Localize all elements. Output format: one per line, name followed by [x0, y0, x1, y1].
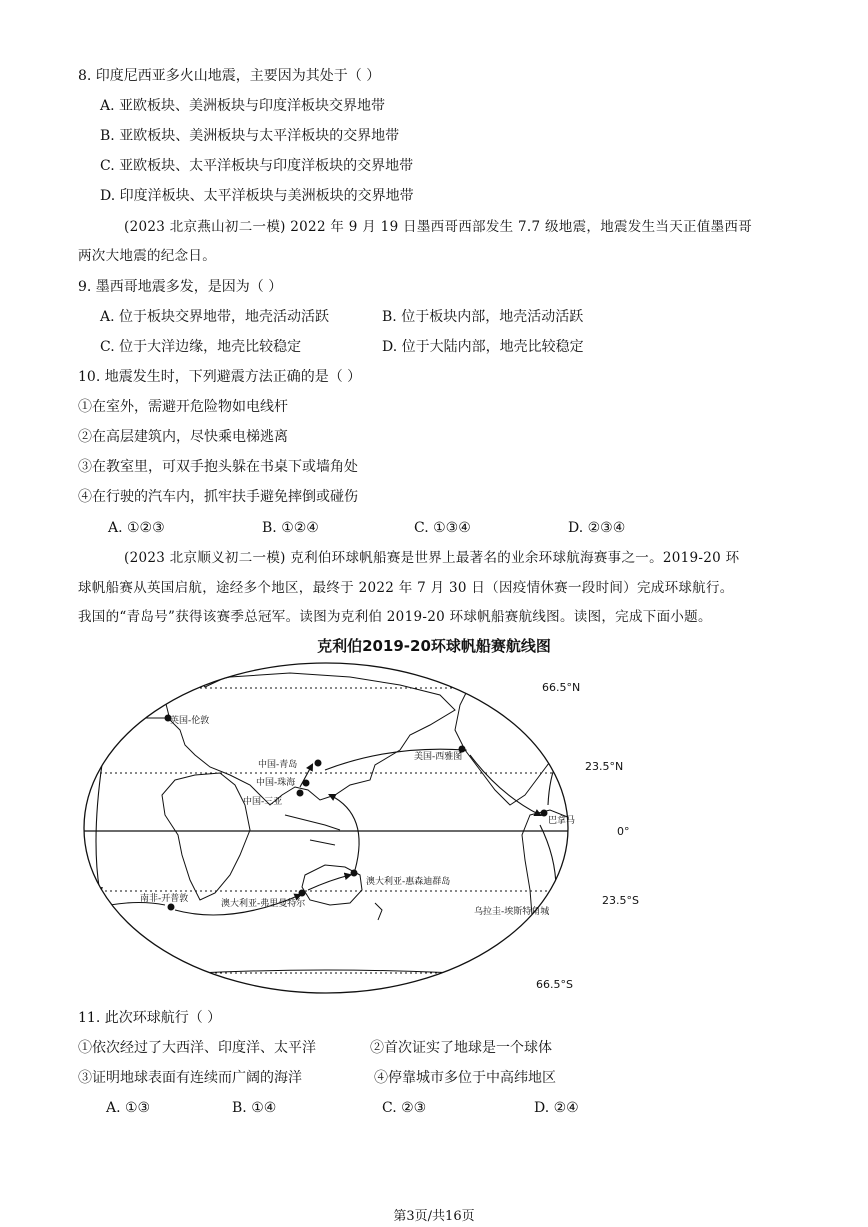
lat-label-23n: 23.5°N: [585, 760, 624, 773]
question-11-option-b: B. ①④: [232, 1100, 277, 1116]
question-8-option-a: A. 亚欧板块、美洲板块与印度洋板块交界地带: [100, 98, 386, 114]
question-11-option-a: A. ①③: [106, 1100, 151, 1116]
label-sanya: 中国-三亚: [243, 797, 283, 807]
port-dot-panama: [541, 810, 548, 817]
question-10-stem: 10. 地震发生时，下列避震方法正确的是（ ）: [78, 369, 362, 385]
label-london: 英国-伦敦: [170, 716, 210, 726]
question-10-statement-1: ①在室外，需避开危险物如电线杆: [78, 399, 288, 415]
port-dot-capetown: [168, 904, 175, 911]
question-9-stem: 9. 墨西哥地震多发，是因为（ ）: [78, 279, 283, 295]
label-punta: 乌拉圭-埃斯特角城: [474, 907, 550, 917]
port-dot-punta: [551, 908, 558, 915]
route-map-svg: [70, 655, 639, 995]
question-11-statement-1: ①依次经过了大西洋、印度洋、太平洋: [78, 1040, 316, 1056]
question-11-statement-3: ③证明地球表面有连续而广阔的海洋: [78, 1070, 302, 1086]
route-punta-east: [558, 890, 573, 910]
passage-intro-2-line-2: 球帆船赛从英国启航，途经多个地区，最终于 2022 年 7 月 30 日（因疫情休赛一段时间）完成环球航行。: [78, 580, 734, 596]
question-11-option-c: C. ②③: [382, 1100, 427, 1116]
continent-outlines: [130, 667, 590, 977]
lat-label-0: 0°: [617, 825, 630, 838]
question-11-statement-4: ④停靠城市多位于中高纬地区: [374, 1070, 556, 1086]
label-qingdao: 中国-青岛: [258, 760, 298, 770]
passage-intro-1-line-2: 两次大地震的纪念日。: [78, 248, 216, 264]
africa-outline: [162, 773, 250, 900]
question-11-option-d: D. ②④: [534, 1100, 579, 1116]
question-8-option-d: D. 印度洋板块、太平洋板块与美洲板块的交界地带: [100, 188, 414, 204]
southeast-asia-islands: [285, 815, 340, 845]
route-fremantle-whitsunday: [308, 875, 350, 890]
question-9-option-a: A. 位于板块交界地带，地壳活动活跃: [100, 309, 330, 325]
label-capetown: 南非-开普敦: [140, 894, 189, 904]
label-whitsunday: 澳大利亚-惠森迪群岛: [366, 877, 451, 887]
passage-intro-2-line-1: (2023 北京顺义初二一模) 克利伯环球帆船赛是世界上最著名的业余环球航海赛事之一。2019-20 环: [124, 550, 740, 566]
lat-label-66s: 66.5°S: [536, 978, 573, 991]
page-footer: 第3页/共16页: [393, 1209, 475, 1224]
lat-label-66n: 66.5°N: [542, 681, 581, 694]
question-9-option-c: C. 位于大洋边缘，地壳比较稳定: [100, 339, 302, 355]
north-america-outline: [455, 677, 585, 805]
label-zhuhai: 中国-珠海: [256, 778, 296, 788]
label-panama: 巴拿马: [548, 816, 576, 826]
question-11-stem: 11. 此次环球航行（ ）: [78, 1010, 222, 1026]
port-dot-fremantle: [299, 890, 306, 897]
question-9-option-d: D. 位于大陆内部，地壳比较稳定: [382, 339, 584, 355]
label-seattle: 美国-西雅图: [414, 752, 463, 762]
question-8-option-c: C. 亚欧板块、太平洋板块与印度洋板块的交界地带: [100, 158, 414, 174]
question-10-option-b: B. ①②④: [262, 520, 319, 536]
new-zealand-outline: [375, 903, 382, 920]
question-10-statement-3: ③在教室里，可双手抱头躲在书桌下或墙角处: [78, 459, 358, 475]
label-fremantle: 澳大利亚-弗里曼特尔: [221, 899, 306, 909]
route-whitsunday-sanya: [330, 795, 359, 870]
route-seattle-panama: [470, 755, 540, 815]
question-11-statement-2: ②首次证实了地球是一个球体: [370, 1040, 552, 1056]
port-dot-zhuhai: [303, 780, 310, 787]
question-10-statement-2: ②在高层建筑内，尽快乘电梯逃离: [78, 429, 288, 445]
question-10-option-a: A. ①②③: [108, 520, 165, 536]
port-dot-qingdao: [315, 760, 322, 767]
passage-intro-1-line-1: (2023 北京燕山初二一模) 2022 年 9 月 19 日墨西哥西部发生 7.7 级地震，地震发生当天正值墨西哥: [124, 219, 753, 235]
map-frame: [84, 663, 568, 993]
greenland-outline: [190, 667, 220, 687]
question-10-option-d: D. ②③④: [568, 520, 626, 536]
route-map: [70, 655, 639, 995]
map-title: 克利伯2019-20环球帆船赛航线图: [317, 637, 551, 655]
port-dot-sanya: [297, 790, 304, 797]
question-8-option-b: B. 亚欧板块、美洲板块与太平洋板块的交界地带: [100, 128, 400, 144]
eurasia-outline: [165, 673, 455, 805]
question-10-statement-4: ④在行驶的汽车内，抓牢扶手避免摔倒或碰伤: [78, 489, 358, 505]
question-9-option-b: B. 位于板块内部，地壳活动活跃: [382, 309, 584, 325]
port-dot-whitsunday: [351, 870, 358, 877]
passage-intro-2-line-3: 我国的“青岛号”获得该赛季总冠军。读图为克利伯 2019-20 环球帆船赛航线图。读图，完成下面小题。: [78, 609, 712, 625]
question-8-stem: 8. 印度尼西亚多火山地震，主要因为其处于（ ）: [78, 68, 381, 84]
route-lines: [96, 718, 576, 915]
lat-label-23s: 23.5°S: [602, 894, 639, 907]
question-10-option-c: C. ①③④: [414, 520, 471, 536]
